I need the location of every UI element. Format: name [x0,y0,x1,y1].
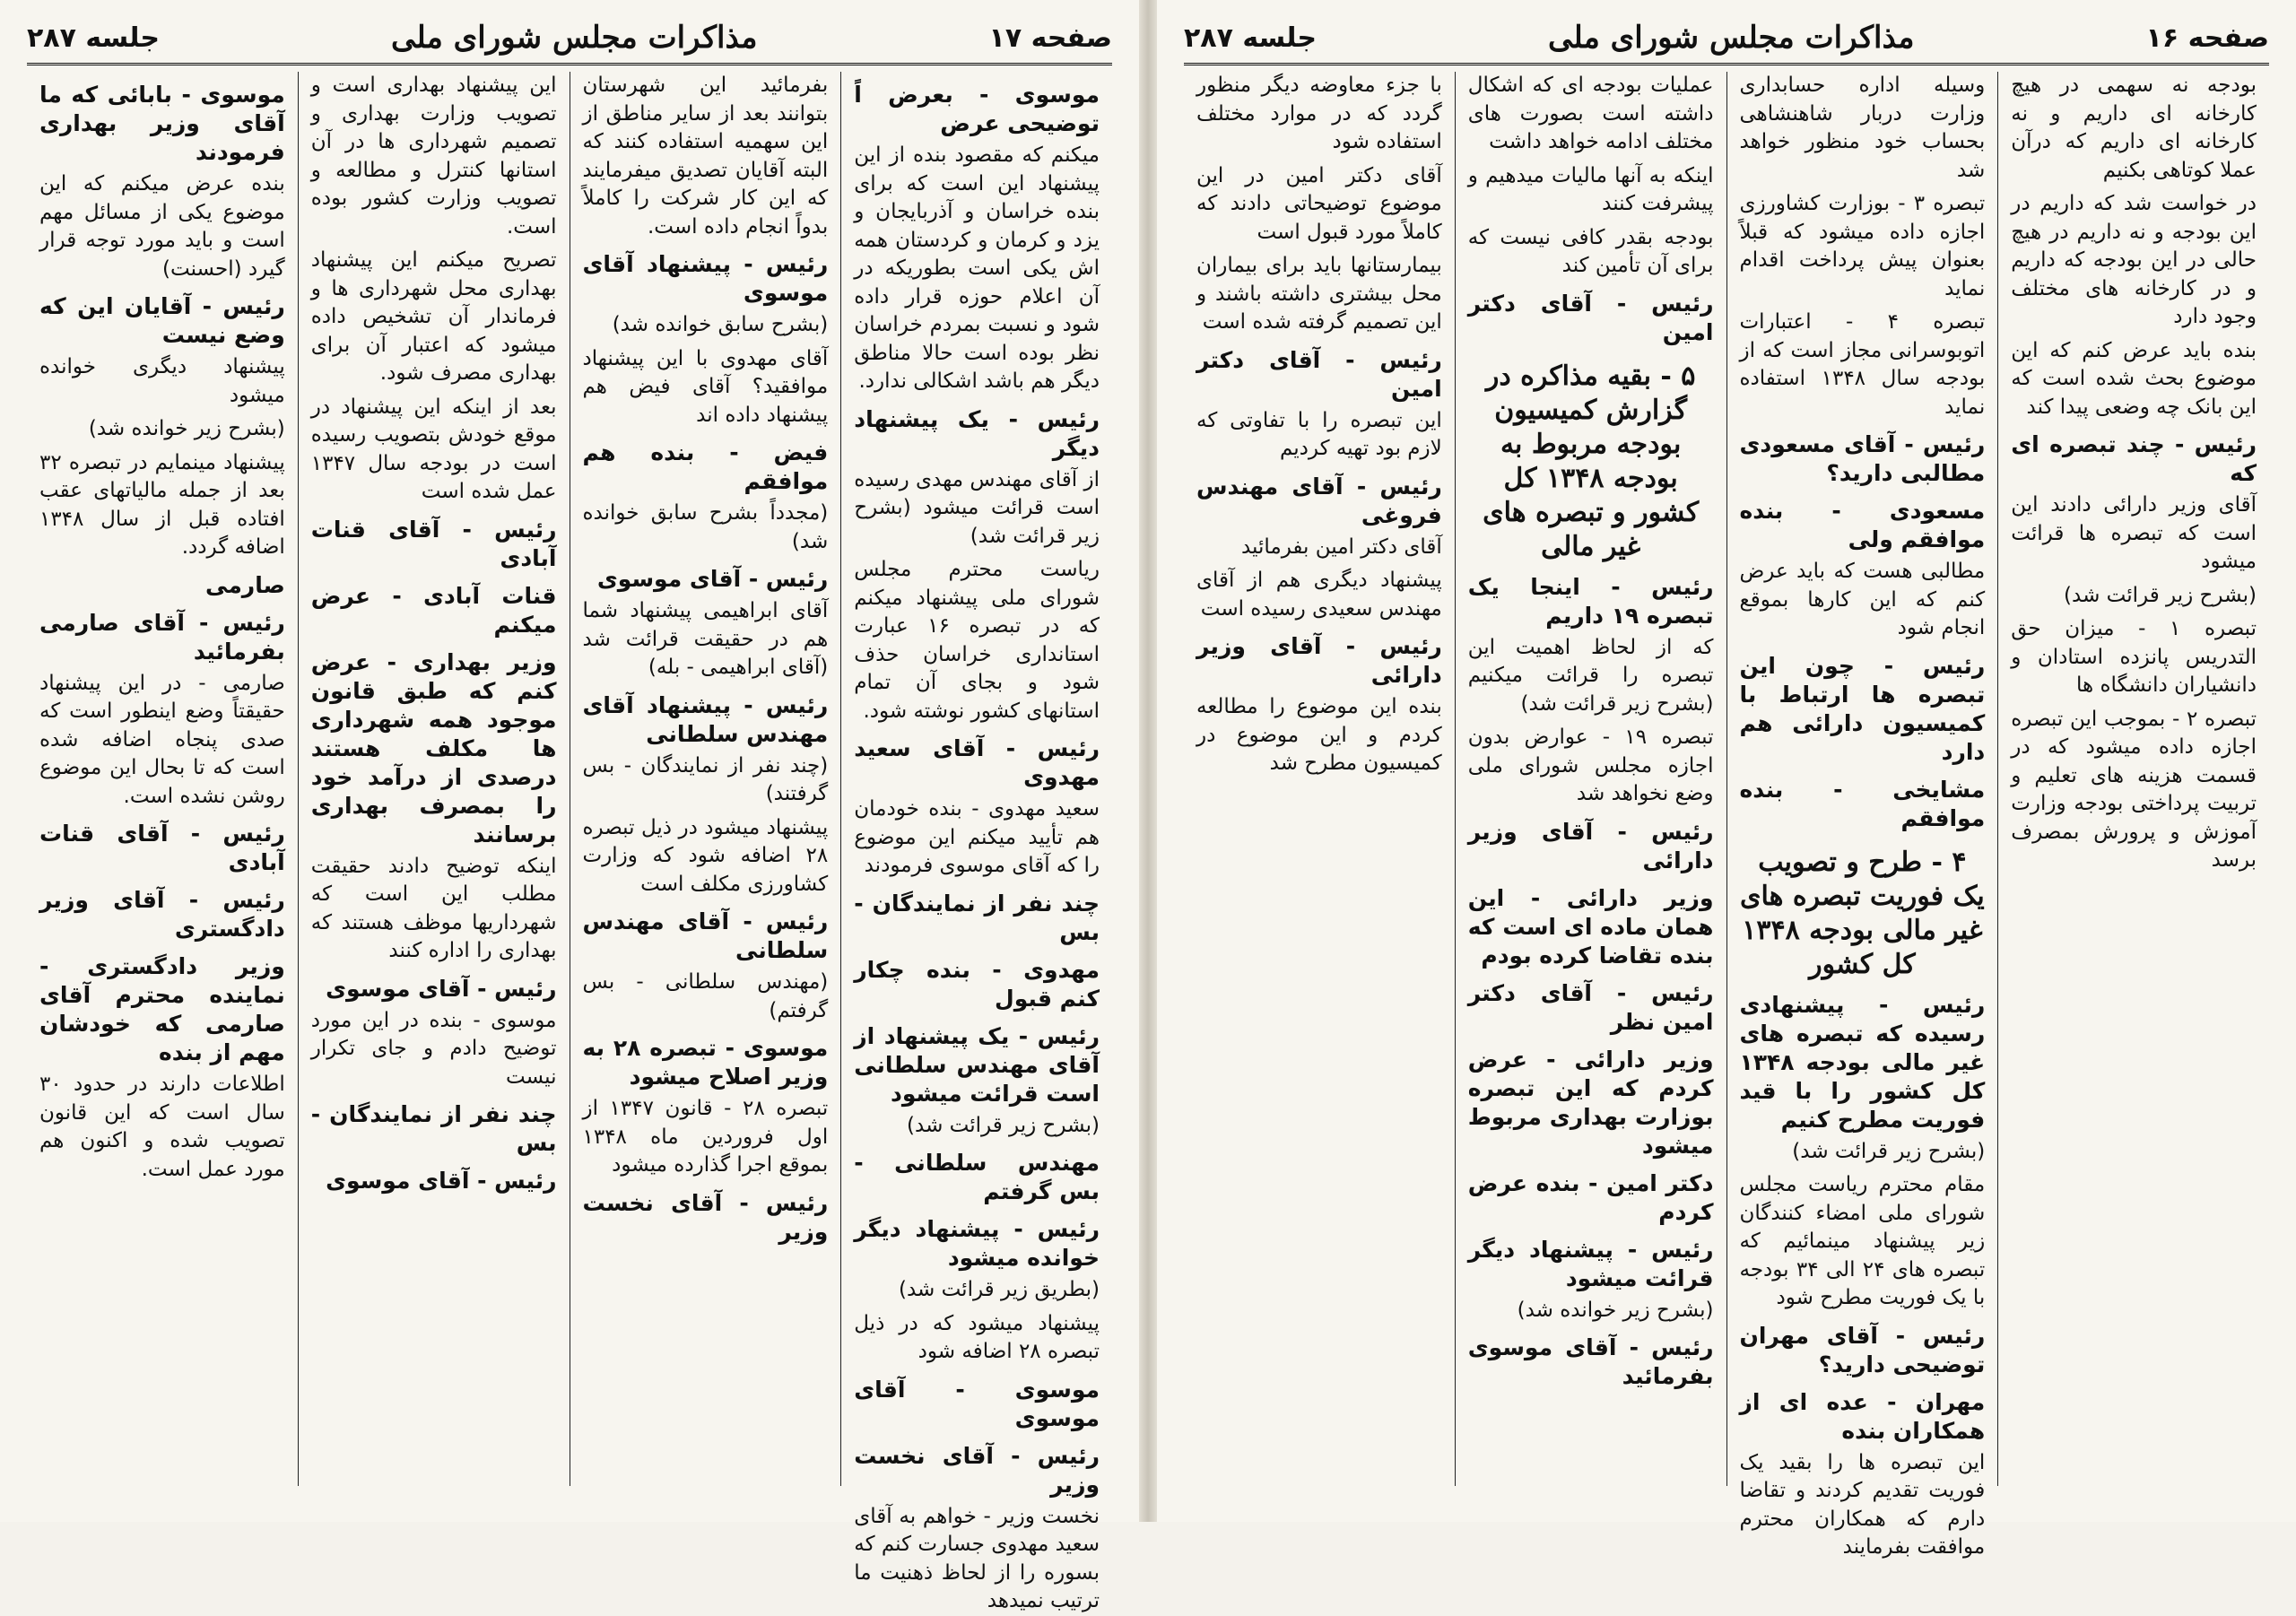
paragraph: میکنم که مقصود بنده از این پیشنهاد این است که برای بنده خراسان و آذربایجان و یزد و کرمان و کردستان همه اش یکی است بطوریکه در آن اعلام حوزه قرار داده شود و نسبت بمردم خراسان نظر بوده است حالا مناطق دیگر هم باشد اشکالی ندارد. [854,143,1100,393]
paragraph: (بطریق زیر قرائت شد) [898,1278,1100,1301]
speaker-line: رئیس - آقای نخست وزیر [854,1442,1100,1498]
paragraph: تصریح میکنم این پیشنهاد بهداری محل شهرداری ها و فرماندار آن تشخیص داده میشود که اعتبار آن برای بهداری مصرف شود. [310,248,557,385]
paragraph: که از لحاظ اهمیت این تبصره را قرائت میکنیم (بشرح زیر قرائت شد) [1467,635,1714,716]
paragraph: (بشرح سابق خوانده شد) [612,313,829,336]
speaker-line: صارمی [205,571,285,598]
paragraph: بودجه بقدر کافی نیست که برای آن تأمین کند [1467,225,1714,277]
speaker-line: رئیس - پیشنهاد آقای موسوی [582,251,829,306]
paragraph: تبصره ۲ - بموجب این تبصره اجازه داده میشود که در قسمت هزینه های تعلیم و تربیت پرداختی بودجه وزارت آموزش و پرورش بمصرف برسد [2011,707,2257,872]
paragraph: پیشنهاد دیگری خوانده میشود [39,355,285,407]
speaker-line: موسوی - تبصره ۲۸ به وزیر اصلاح میشود [582,1035,829,1090]
paragraph: آقای ابراهیمی پیشنهاد شما هم در حقیقت قرائت شد (آقای ابراهیمی - بله) [582,599,829,679]
speaker-line: قنات آبادی - عرض میکنم [310,582,557,638]
left-page-session: جلسه ۲۸۷ [27,22,160,54]
paragraph: این تبصره ها را بقید یک فوریت تقدیم کردند و تقاضا دارم که همکاران محترم موافقت بفرمایند [1739,1450,1986,1559]
paragraph: تبصره ۳ - بوزارت کشاورزی اجازه داده میشود که قبلاً بعنوان پیش پرداخت اقدام نماید [1739,192,1986,300]
paragraph: مطالبی هست که باید عرض کنم که این کارها بموقع انجام شود [1739,560,1986,639]
paragraph: (مهندس سلطانی - بس گرفتم) [582,970,829,1022]
speaker-line: رئیس - آقای موسوی [326,1168,557,1194]
left-column-4 [27,72,298,1486]
paragraph: این تبصره را با تفاوتی که لازم بود تهیه کردیم [1196,408,1442,460]
speaker-line: رئیس - پیشنهاد آقای مهندس سلطانی [582,691,829,747]
speaker-line: رئیس - آقای دکتر امین [1467,290,1714,345]
paragraph: تبصره ۱ - میزان حق التدریس پانزده استادان و دانشیاران دانشگاه ها [2011,617,2257,697]
paragraph: نخست وزیر - خواهم به آقای سعید مهدوی جسارت کنم که بسوره را از لحاظ ذهنیت ما ترتیب نمیدهد [854,1504,1100,1612]
left-column-2 [570,72,841,1486]
speaker-line: موسوی - بعرض اً توضیحی عرض [854,82,1100,136]
paragraph: وسیله اداره حسابداری وزارت دربار شاهنشاهی بحساب خود منظور خواهد شد [1739,74,1986,182]
paragraph: (بشرح زیر قرائت شد) [907,1113,1100,1137]
right-page-number: صفحه ۱۶ [2145,22,2269,54]
speaker-line: وزیر دادگستری - نماینده محترم آقای صارمی که خودشان مهم از بنده [39,953,285,1065]
paragraph: بودجه نه سهمی در هیچ کارخانه ای داریم و نه کارخانه ای داریم که درآن عملا کوتاهی بکنیم [2011,74,2257,182]
speaker-line: رئیس - آقای وزیر دادگستری [39,887,285,942]
paragraph: تبصره ۲۸ - قانون ۱۳۴۷ از اول فروردین ماه ۱۳۴۸ بموقع اجرا گذارده میشود [582,1097,829,1177]
paragraph: عملیات بودجه ای که اشکال داشته است بصورت های مختلف ادامه خواهد داشت [1467,74,1714,153]
paragraph: تبصره ۱۹ - عوارض بدون اجازه مجلس شورای ملی وضع نخواهد شد [1467,725,1714,805]
paragraph: پیشنهاد میشود در ذیل تبصره ۲۸ اضافه شود که وزارت کشاورزی مکلف است [582,815,829,896]
speaker-line: دکتر امین - بنده عرض کردم [1467,1169,1714,1225]
speaker-line: موسوی - بابائی که ما آقای وزیر بهداری فرمودند [39,82,285,165]
paragraph: آقای مهدوی با این پیشنهاد موافقید؟ آقای فیض هم پیشنهاد داده اند [582,346,829,427]
paragraph: پیشنهاد مینمایم در تبصره ۳۲ بعد از جمله مالیاتهای عقب افتاده قبل از سال ۱۳۴۸ اضافه گردد. [39,450,285,559]
speaker-line: وزیر دارائی - عرض کردم که این تبصره بوزارت بهداری مربوط میشود [1467,1046,1714,1159]
right-header-rule [1184,63,2269,65]
speaker-line: رئیس - آقای مهندس فروغی [1196,473,1442,528]
speaker-line: رئیس - آقای وزیر دارائی [1196,633,1442,688]
left-page-header [27,16,1112,59]
right-column-2 [1726,72,1998,1559]
speaker-line: موسوی - آقای موسوی [854,1376,1100,1431]
speaker-line: چند نفر از نمایندگان - بس [854,890,1100,945]
speaker-line: رئیس - آقای دکتر امین [1196,346,1442,402]
speaker-line: رئیس - پیشنهاد دیگر خوانده میشود [854,1216,1100,1271]
left-column-1 [840,72,1112,1612]
right-column-1 [1997,72,2269,1486]
left-page-title: مذاکرات مجلس شورای ملی [391,20,758,56]
speaker-line: رئیس - یک پیشنهاد دیگر [854,405,1100,461]
paragraph: (بشرح زیر خوانده شد) [1517,1298,1714,1322]
paragraph: بفرمائید این شهرستان بتوانند بعد از سایر مناطق از این سهمیه استفاده کنند که البته آقایان تصدیق میفرمایند که این کار شرکت را کاملاً بدواً انجام داده است. [582,74,829,239]
paragraph: بعد از اینکه این پیشنهاد در موقع خودش بتصویب رسیده است در بودجه سال ۱۳۴۷ عمل شده است [310,395,557,503]
paragraph: این پیشنهاد بهداری است و تصویب وزارت بهداری و تصمیم شهرداری ها در آن استانها کنترل و مطالعه و تصویب وزارت کشور بوده است. [310,74,557,239]
paragraph: اینکه به آنها مالیات میدهیم و پیشرفت کنند [1467,163,1714,215]
speaker-line: مسعودی - بنده موافقم ولی [1739,498,1986,552]
right-page-title: مذاکرات مجلس شورای ملی [1548,20,1915,56]
speaker-line: رئیس - آقای موسوی [596,566,829,592]
left-column-3 [298,72,570,1486]
speaker-line: رئیس - آقای موسوی بفرمائید [1467,1334,1714,1389]
speaker-line: رئیس - آقایان این که وضع نیست [39,293,285,348]
speaker-line: رئیس - اینجا یک تبصره ۱۹ داریم [1467,573,1714,629]
speaker-line: رئیس - آقای صارمی بفرمائید [39,609,285,665]
paragraph: در خواست شد که داریم در این بودجه و نه داریم در هیچ حالی در این بودجه که داریم و در کارخانه های مختلف وجود دارد [2011,192,2257,328]
speaker-line: رئیس - چند تبصره ای که [2011,431,2257,486]
speaker-line: چند نفر از نمایندگان - بس [310,1101,557,1156]
paragraph: بنده این موضوع را مطالعه کردم و این موضوع در کمیسیون مطرح شد [1196,695,1442,775]
paragraph: آقای دکتر امین بفرمائید [1240,534,1442,559]
paragraph: موسوی - بنده در این مورد توضیح دادم و جای تکرار نیست [310,1008,557,1089]
section-heading: ۵ - بقیه مذاکره در گزارش کمیسیون بودجه مربوط به بودجه ۱۳۴۸ کل کشور و تبصره های غیر مالی [1483,360,1700,562]
paragraph: اینکه توضیح دادند حقیقت مطلب این است که شهرداریها موظف هستند که بهداری را اداره کنند [310,854,557,962]
speaker-line: رئیس - چون این تبصره ها ارتباط با کمیسیون دارائی هم دارد [1739,652,1986,765]
paragraph: (بشرح زیر قرائت شد) [1792,1139,1986,1163]
left-columns [27,72,1112,1612]
paragraph: پیشنهاد میشود که در ذیل تبصره ۲۸ اضافه شود [854,1311,1100,1363]
right-column-3 [1455,72,1726,1486]
right-page-session: جلسه ۲۸۷ [1184,22,1317,54]
speaker-line: وزیر بهداری - عرض کنم که طبق قانون موجود همه شهرداری ها مکلف هستند درصدی از درآمد خود را بمصرف بهداری برسانند [310,648,557,847]
speaker-line: مشایخی - بنده موافقم [1739,776,1986,831]
speaker-line: رئیس - آقای موسوی [326,975,557,1002]
paragraph: (چند نفر از نمایندگان - بس گرفتند) [582,753,829,805]
paragraph: (مجدداً بشرح سابق خوانده شد) [582,501,829,553]
speaker-line: رئیس - آقای دکتر امین نظر [1467,979,1714,1035]
paragraph: بنده باید عرض کنم که این موضوع بحث شده است که این بانک چه وضعی پیدا کند [2011,338,2257,419]
paragraph: بیمارستانها باید برای بیماران محل بیشتری داشته باشند و این تصمیم گرفته شده است [1196,254,1442,334]
paragraph: پیشنهاد دیگری هم از آقای مهندس سعیدی رسیده است [1196,569,1442,621]
left-page [0,0,1139,1612]
speaker-line: رئیس - آقای سعید مهدوی [854,735,1100,790]
speaker-line: رئیس - آقای قنات آبادی [39,821,285,875]
paragraph: تبصره ۴ - اعتبارات اتوبوسرانی مجاز است که از بودجه سال ۱۳۴۸ استفاده نماید [1739,310,1986,419]
speaker-line: رئیس - آقای مسعودی مطالبی دارید؟ [1739,431,1986,486]
speaker-line: مهندس سلطانی - بس گرفتم [854,1150,1100,1204]
right-column-4 [1184,72,1455,1486]
paragraph: (بشرح زیر خوانده شد) [88,417,285,440]
speaker-line: رئیس - پیشنهادی رسیده که تبصره های غیر مالی بودجه ۱۳۴۸ کل کشور را با قید فوریت مطرح کنیم [1739,991,1986,1133]
speaker-line: رئیس - آقای نخست وزیر [582,1189,829,1245]
speaker-line: مهدوی - بنده چکار کنم قبول [854,956,1100,1012]
right-page [1157,0,2296,1559]
paragraph: بنده عرض میکنم که این موضوع یکی از مسائل مهم است و باید مورد توجه قرار گیرد (احسنت) [39,172,285,281]
speaker-line: رئیس - آقای وزیر دارائی [1467,818,1714,873]
paragraph: مقام محترم ریاست مجلس شورای ملی امضاء کنندگان زیر پیشنهاد مینمائیم که تبصره های ۲۴ الی ۳۴ بودجه با یک فوریت مطرح شود [1739,1173,1986,1309]
speaker-line: فیض - بنده هم موافقم [582,439,829,494]
speaker-line: رئیس - آقای قنات آبادی [310,516,557,571]
paragraph: سعید مهدوی - بنده خودمان هم تأیید میکنم این موضوع را که آقای موسوی فرمودند [854,797,1100,877]
paragraph: ریاست محترم مجلس شورای ملی پیشنهاد میکنم که در تبصره ۱۶ عبارت استانداری خراسان حذف شود و بجای آن تمام استانهای کشور نوشته شود. [854,558,1100,723]
left-header-rule [27,63,1112,65]
paragraph: اطلاعات دارند در حدود ۳۰ سال است که این قانون تصویب شده و اکنون هم مورد عمل است. [39,1073,285,1181]
speaker-line: وزیر دارائی - این همان ماده ای است که بنده تقاضا کرده بودم [1467,884,1714,969]
speaker-line: رئیس - پیشنهاد دیگر قرائت میشود [1467,1236,1714,1291]
page-gutter [1139,0,1157,1522]
paragraph: با جزء معاوضه دیگر منظور گردد که در موارد مختلف استفاده شود [1196,74,1442,153]
section-heading: ۴ - طرح و تصویب یک فوریت تبصره های غیر مالی بودجه ۱۳۴۸ کل کشور [1739,846,1985,980]
right-columns [1184,72,2269,1559]
paragraph: صارمی - در این پیشنهاد حقیقتاً وضع اینطور است که صدی پنجاه اضافه شده است که تا بحال این موضوع روشن نشده است. [39,671,285,808]
paragraph: آقای وزیر دارائی دادند این است که تبصره ها قرائت میشود [2011,493,2257,573]
speaker-line: مهران - عده ای از همکاران بنده [1739,1388,1986,1444]
paragraph: آقای دکتر امین در این موضوع توضیحاتی دادند که کاملاً مورد قبول است [1196,163,1442,244]
right-page-header [1184,16,2269,59]
left-page-number: صفحه ۱۷ [988,22,1112,54]
paragraph: از آقای مهندس مهدی رسیده است قرائت میشود (بشرح زیر قرائت شد) [854,467,1100,548]
speaker-line: رئیس - آقای مهران توضیحی دارید؟ [1739,1322,1986,1377]
paragraph: (بشرح زیر قرائت شد) [2064,583,2257,607]
speaker-line: رئیس - آقای مهندس سلطانی [582,908,829,963]
speaker-line: رئیس - یک پیشنهاد از آقای مهندس سلطانی است قرائت میشود [854,1022,1100,1107]
